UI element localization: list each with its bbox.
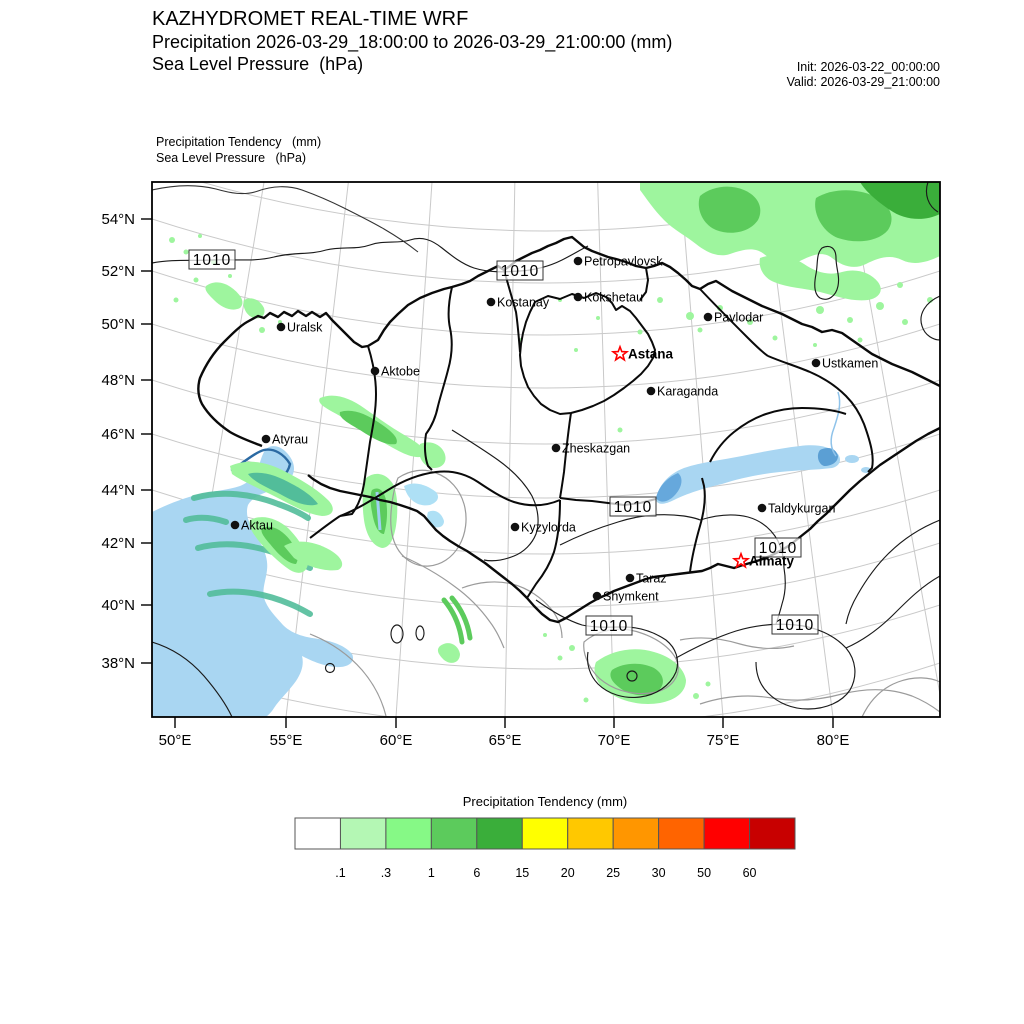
isobar-label: 1010 — [192, 252, 232, 269]
colorbar-cell — [522, 818, 567, 849]
lon-tick-label: 80°E — [816, 732, 850, 749]
city-marker — [487, 296, 550, 310]
isobar-label: 1010 — [613, 499, 653, 516]
border-kyrgyz — [700, 690, 940, 712]
capital-marker — [613, 347, 673, 362]
city-dot — [574, 293, 583, 302]
lat-tick-label: 52°N — [101, 263, 135, 280]
precip-streak — [205, 282, 242, 309]
city-dot — [262, 435, 271, 444]
lat-tick-label: 50°N — [101, 316, 135, 333]
city-marker — [552, 442, 630, 456]
precip-speckles-center — [518, 298, 643, 433]
colorbar-cell — [568, 818, 613, 849]
city-marker — [704, 311, 764, 325]
lat-tick-label: 54°N — [101, 211, 135, 228]
init-time: Init: 2026-03-22_00:00:00 — [796, 60, 940, 74]
isobar-southeast — [846, 576, 940, 648]
city-dot — [574, 257, 583, 266]
colorbar-cell — [340, 818, 385, 849]
lat-tick-label: 46°N — [101, 426, 135, 443]
city-label: Zheskazgan — [562, 441, 631, 456]
city-dot — [812, 359, 821, 368]
capital-star-icon — [613, 347, 627, 360]
city-label: Kokshetau — [584, 290, 644, 305]
city-label: Taldykurgan — [768, 501, 836, 516]
colorbar-tick-label: 25 — [606, 866, 621, 880]
isobar-label: 1010 — [775, 617, 815, 634]
border-china-gray — [862, 678, 940, 717]
lake-alakol — [845, 455, 859, 463]
capital-label: Almaty — [749, 553, 795, 569]
subtitle-precipitation: Precipitation 2026-03-29_18:00:00 to 2026-03-29_21:00:00 (mm) — [152, 32, 673, 52]
lat-tick-label: 48°N — [101, 372, 135, 389]
precip-speckles-ne — [657, 282, 933, 347]
parallel-line — [152, 380, 940, 444]
city-dot — [487, 298, 496, 307]
lat-tick-label: 44°N — [101, 482, 135, 499]
isobar-label: 1010 — [758, 540, 798, 557]
isobar-almaty — [700, 515, 785, 624]
city-marker — [574, 291, 643, 305]
lat-tick-label: 40°N — [101, 597, 135, 614]
aral-sea-patch-2 — [427, 511, 444, 528]
city-marker — [647, 385, 719, 399]
city-dot — [593, 592, 602, 601]
precip-patch — [438, 643, 460, 663]
colorbar-tick-label: .1 — [335, 866, 346, 880]
city-label: Kyzylorda — [521, 520, 576, 535]
colorbar-cell — [613, 818, 658, 849]
colorbar-tick-label: .3 — [380, 866, 392, 880]
colorbar-cell — [386, 818, 431, 849]
lat-tick-label: 42°N — [101, 535, 135, 552]
isobar-label: 1010 — [500, 263, 540, 280]
colorbar-cell — [295, 818, 340, 849]
colorbar-tick-label: 6 — [473, 866, 481, 880]
city-marker — [812, 357, 879, 371]
colorbar-cell — [431, 818, 476, 849]
national-border-north — [198, 237, 940, 446]
border-uzbek-2 — [462, 582, 562, 638]
city-marker — [277, 321, 323, 335]
aral-sea-patch — [404, 484, 438, 506]
lon-tick-label: 70°E — [597, 732, 631, 749]
lon-tick-label: 75°E — [706, 732, 740, 749]
lake-balkhash — [656, 445, 840, 504]
colorbar-tick-label: 15 — [515, 866, 530, 880]
colorbar-cell — [659, 818, 704, 849]
city-marker — [574, 255, 664, 269]
city-label: Karaganda — [657, 384, 719, 399]
closed-contour-small — [416, 626, 424, 640]
isobar-almaty-west — [560, 515, 700, 545]
oblast-kyzylorda-south — [527, 500, 560, 598]
city-label: Pavlodar — [714, 310, 764, 325]
city-dot — [277, 323, 286, 332]
colorbar-tick-label: 50 — [697, 866, 712, 880]
city-dot — [371, 367, 380, 376]
lon-tick-label: 50°E — [158, 732, 192, 749]
lon-tick-label: 60°E — [379, 732, 413, 749]
city-marker — [593, 590, 659, 604]
colorbar-tick-label: 60 — [742, 866, 757, 880]
oblast-mangystau — [310, 516, 340, 538]
field-line2: Sea Level Pressure (hPa) — [156, 151, 307, 166]
precip-patch — [419, 442, 446, 468]
capital-label: Astana — [628, 346, 674, 362]
page-title: KAZHYDROMET REAL-TIME WRF — [152, 8, 469, 30]
city-label: Taraz — [636, 571, 667, 586]
isobar-label: 1010 — [589, 618, 629, 635]
isobar-south-loop-2 — [676, 624, 855, 709]
subtitle-pressure: Sea Level Pressure (hPa) — [152, 54, 364, 74]
city-label: Petropavlovsk — [584, 254, 663, 269]
colorbar-tick-label: 1 — [427, 866, 435, 880]
city-label: Aktobe — [381, 364, 420, 379]
city-dot — [758, 504, 767, 513]
city-dot — [626, 574, 635, 583]
colorbar-tick-label: 20 — [560, 866, 575, 880]
city-marker — [262, 433, 308, 447]
city-dot — [552, 444, 561, 453]
caspian-sea — [152, 446, 353, 717]
city-marker — [511, 521, 576, 535]
city-dot — [647, 387, 656, 396]
field-line1: Precipitation Tendency (mm) — [156, 135, 322, 149]
lon-tick-label: 55°E — [269, 732, 303, 749]
isobar-east — [846, 520, 940, 624]
city-label: Aktau — [241, 518, 273, 533]
city-dot — [511, 523, 520, 532]
city-label: Shymkent — [603, 589, 659, 604]
colorbar-cell — [704, 818, 749, 849]
capital-marker — [734, 554, 794, 569]
colorbar-cell — [750, 818, 795, 849]
city-label: Atyrau — [272, 432, 309, 447]
colorbar — [295, 794, 795, 880]
city-marker — [758, 502, 836, 516]
colorbar-title: Precipitation Tendency (mm) — [462, 794, 628, 809]
city-label: Kostanay — [497, 295, 550, 310]
valid-time: Valid: 2026-03-29_21:00:00 — [786, 74, 940, 89]
colorbar-cell — [477, 818, 522, 849]
city-dot — [231, 521, 240, 530]
colorbar-tick-label: 30 — [651, 866, 666, 880]
city-dot — [704, 313, 713, 322]
lon-tick-label: 65°E — [488, 732, 522, 749]
lat-tick-label: 38°N — [101, 655, 135, 672]
irtysh-river — [831, 392, 839, 456]
oblast-karaganda-south — [560, 413, 571, 498]
city-label: Ustkamen — [822, 356, 879, 371]
russia-border-line — [152, 186, 418, 252]
city-label: Uralsk — [287, 320, 323, 335]
